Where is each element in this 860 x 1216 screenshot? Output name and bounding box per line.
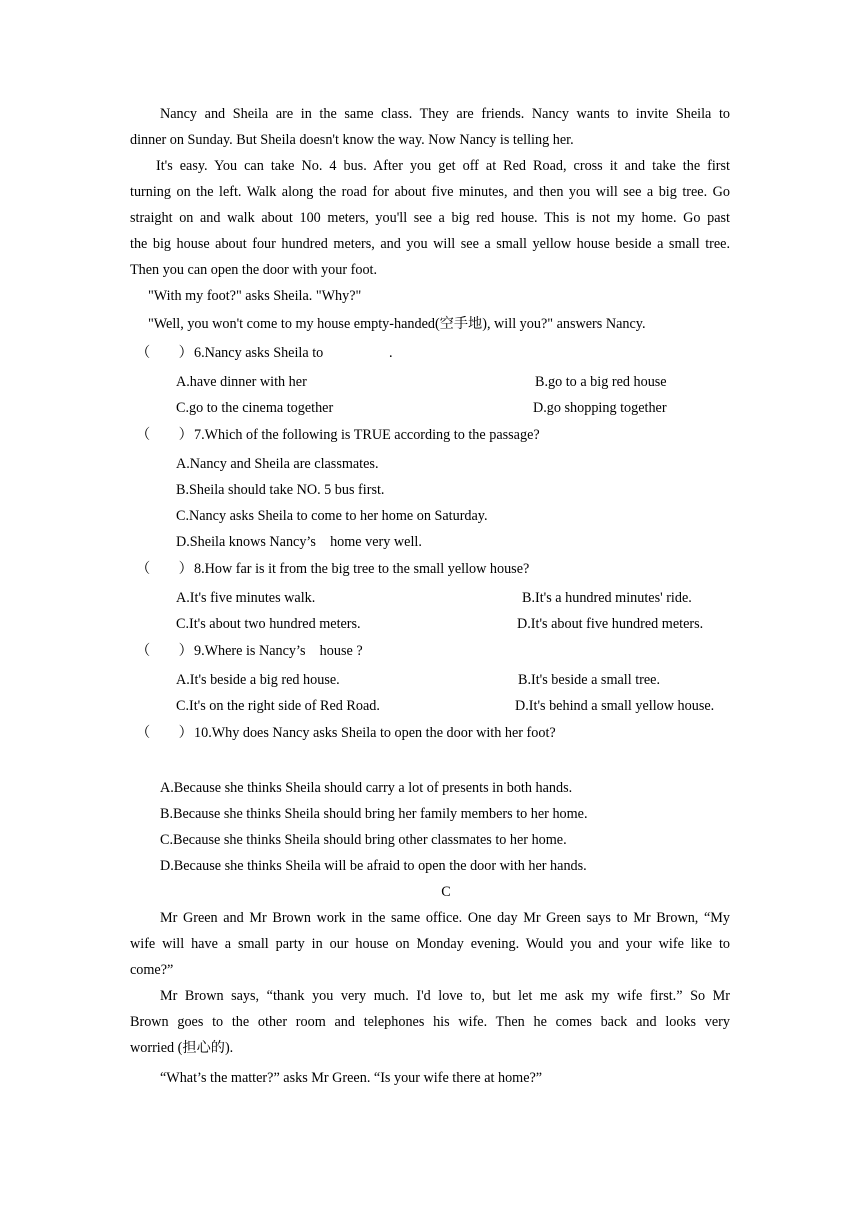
q7-option-a: A.Nancy and Sheila are classmates. [176,456,379,472]
q6-stem: 6.Nancy asks Sheila to [194,345,324,361]
q6-option-a: A.have dinner with her [176,374,307,390]
q7-option-c: C.Nancy asks Sheila to come to her home on Saturday. [176,508,488,524]
passage-b-paragraph-1-line-1: Nancy and Sheila are in the same class. They are friends. Nancy wants to invite Sheila to [160,106,730,122]
q8-option-d: D.It's about five hundred meters. [517,616,704,632]
section-c-paragraph-2-line-3: worried (担心的). [130,1040,234,1056]
q7-answer-bracket[interactable]: （ ） [136,427,193,443]
passage-b-paragraph-2-line-1: It's easy. You can take No. 4 bus. After you get off at Red Road, cross it and take the first [156,158,730,174]
section-c-paragraph-1-line-3: come?” [130,962,174,978]
q7-option-b: B.Sheila should take NO. 5 bus first. [176,482,385,498]
q6-option-d: D.go shopping together [533,400,667,416]
q8-option-b: B.It's a hundred minutes' ride. [522,590,692,606]
section-c-paragraph-3: “What’s the matter?” asks Mr Green. “Is your wife there at home?” [160,1070,543,1086]
q9-option-c: C.It's on the right side of Red Road. [176,698,380,714]
q10-option-d: D.Because she thinks Sheila will be afraid to open the door with her hands. [160,858,587,874]
q6-option-b: B.go to a big red house [535,374,667,390]
q8-option-a: A.It's five minutes walk. [176,590,316,606]
q10-option-a: A.Because she thinks Sheila should carry a lot of presents in both hands. [160,780,573,796]
passage-b-paragraph-3: "With my foot?" asks Sheila. "Why?" [148,288,362,304]
passage-b-paragraph-2-line-2: turning on the left. Walk along the road for about five minutes, and then you will see a big tree. Go [130,184,730,200]
section-c-paragraph-1-line-2: wife will have a small party in our house on Monday evening. Would you and your wife like to [130,936,730,952]
section-c-paragraph-2-line-1: Mr Brown says, “thank you very much. I'd love to, but let me ask my wife first.” So Mr [160,988,730,1004]
q9-answer-bracket[interactable]: （ ） [136,643,193,659]
q9-stem: 9.Where is Nancy’s house ? [194,643,363,659]
q7-stem: 7.Which of the following is TRUE according to the passage? [194,427,540,443]
q9-option-a: A.It's beside a big red house. [176,672,340,688]
passage-b-paragraph-2-line-5: Then you can open the door with your foot. [130,262,378,278]
q8-answer-bracket[interactable]: （ ） [136,561,193,577]
q10-option-b: B.Because she thinks Sheila should bring her family members to her home. [160,806,588,822]
q6-answer-bracket[interactable]: （ ） [136,345,193,361]
passage-b-paragraph-1-line-2: dinner on Sunday. But Sheila doesn't know the way. Now Nancy is telling her. [130,132,574,148]
q10-answer-bracket[interactable]: （ ） [136,725,193,741]
passage-b-paragraph-2-line-3: straight on and walk about 100 meters, you'll see a big red house. This is not my home. Go past [130,210,730,226]
section-c-paragraph-2-line-2: Brown goes to the other room and telephones his wife. Then he comes back and looks very [130,1014,730,1030]
section-c-paragraph-1-line-1: Mr Green and Mr Brown work in the same office. One day Mr Green says to Mr Brown, “My [160,910,730,926]
q10-option-c: C.Because she thinks Sheila should bring other classmates to her home. [160,832,567,848]
q6-blank-end: . [389,345,393,361]
q9-option-b: B.It's beside a small tree. [518,672,661,688]
passage-b-paragraph-4: "Well, you won't come to my house empty-handed(空手地), will you?" answers Nancy. [148,316,646,332]
section-c-heading: C [441,884,451,900]
q9-option-d: D.It's behind a small yellow house. [515,698,715,714]
q6-option-c: C.go to the cinema together [176,400,334,416]
passage-b-paragraph-2-line-4: the big house about four hundred meters, and you will see a small yellow house beside a small tree. [130,236,730,252]
q10-stem: 10.Why does Nancy asks Sheila to open the door with her foot? [194,725,556,741]
q8-stem: 8.How far is it from the big tree to the small yellow house? [194,561,530,577]
q7-option-d: D.Sheila knows Nancy’s home very well. [176,534,422,550]
q8-option-c: C.It's about two hundred meters. [176,616,361,632]
